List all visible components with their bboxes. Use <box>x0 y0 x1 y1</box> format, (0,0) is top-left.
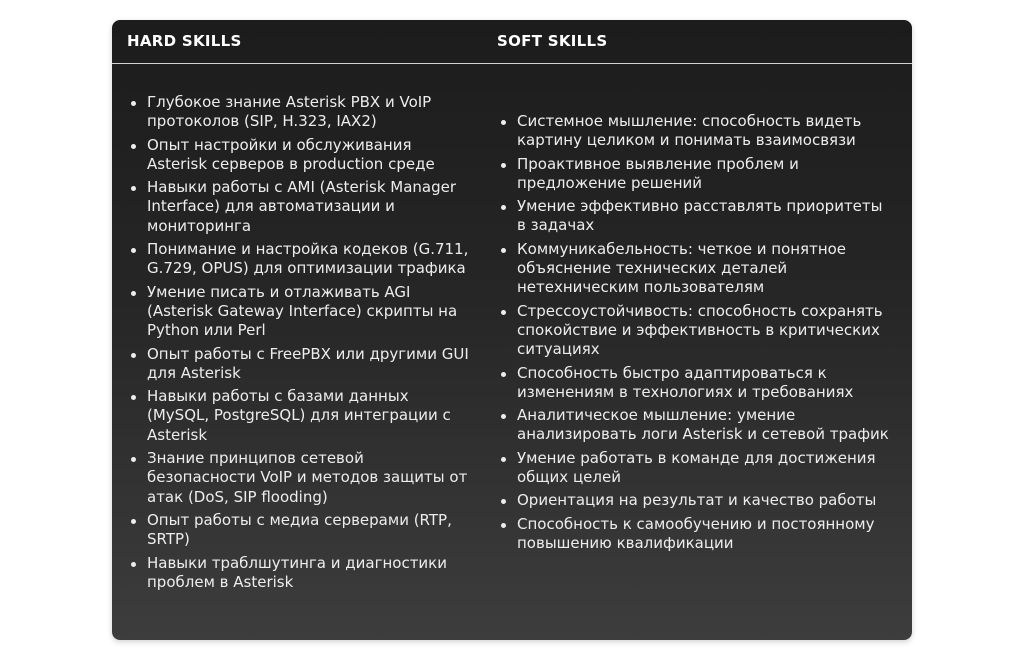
list-item: Глубокое знание Asterisk PBX и VoIP протоколов (SIP, H.323, IAX2) <box>127 93 472 132</box>
list-item: Опыт работы с медиа серверами (RTP, SRTP) <box>127 511 472 550</box>
hard-skills-column <box>127 93 472 596</box>
list-item: Коммуникабельность: четкое и понятное объяснение технических деталей нетехническим пользователям <box>497 240 892 298</box>
list-item: Умение эффективно расставлять приоритеты в задачах <box>497 197 892 236</box>
list-item: Ориентация на результат и качество работы <box>497 491 892 510</box>
list-item: Опыт работы с FreePBX или другими GUI для Asterisk <box>127 345 472 384</box>
list-item: Умение писать и отлаживать AGI (Asterisk Gateway Interface) скрипты на Python или Perl <box>127 283 472 341</box>
list-item: Способность быстро адаптироваться к изменениям в технологиях и требованиях <box>497 364 892 403</box>
list-item: Проактивное выявление проблем и предложение решений <box>497 155 892 194</box>
list-item: Стрессоустойчивость: способность сохранять спокойствие и эффективность в критических ситуациях <box>497 302 892 360</box>
hard-skills-header: HARD SKILLS <box>127 32 242 50</box>
skills-table <box>112 20 912 640</box>
list-item: Опыт настройки и обслуживания Asterisk серверов в production среде <box>127 136 472 175</box>
list-item: Знание принципов сетевой безопасности VoIP и методов защиты от атак (DoS, SIP flooding) <box>127 449 472 507</box>
list-item: Умение работать в команде для достижения общих целей <box>497 449 892 488</box>
list-item: Понимание и настройка кодеков (G.711, G.729, OPUS) для оптимизации трафика <box>127 240 472 279</box>
list-item: Навыки работы с базами данных (MySQL, PostgreSQL) для интеграции с Asterisk <box>127 387 472 445</box>
list-item: Навыки траблшутинга и диагностики проблем в Asterisk <box>127 554 472 593</box>
soft-skills-column <box>497 112 892 557</box>
list-item: Аналитическое мышление: умение анализировать логи Asterisk и сетевой трафик <box>497 406 892 445</box>
list-item: Системное мышление: способность видеть картину целиком и понимать взаимосвязи <box>497 112 892 151</box>
table-header <box>112 20 912 64</box>
soft-skills-header: SOFT SKILLS <box>497 32 608 50</box>
list-item: Способность к самообучению и постоянному повышению квалификации <box>497 515 892 554</box>
hard-skills-list <box>127 93 472 592</box>
list-item: Навыки работы с AMI (Asterisk Manager Interface) для автоматизации и мониторинга <box>127 178 472 236</box>
soft-skills-list <box>497 112 892 553</box>
